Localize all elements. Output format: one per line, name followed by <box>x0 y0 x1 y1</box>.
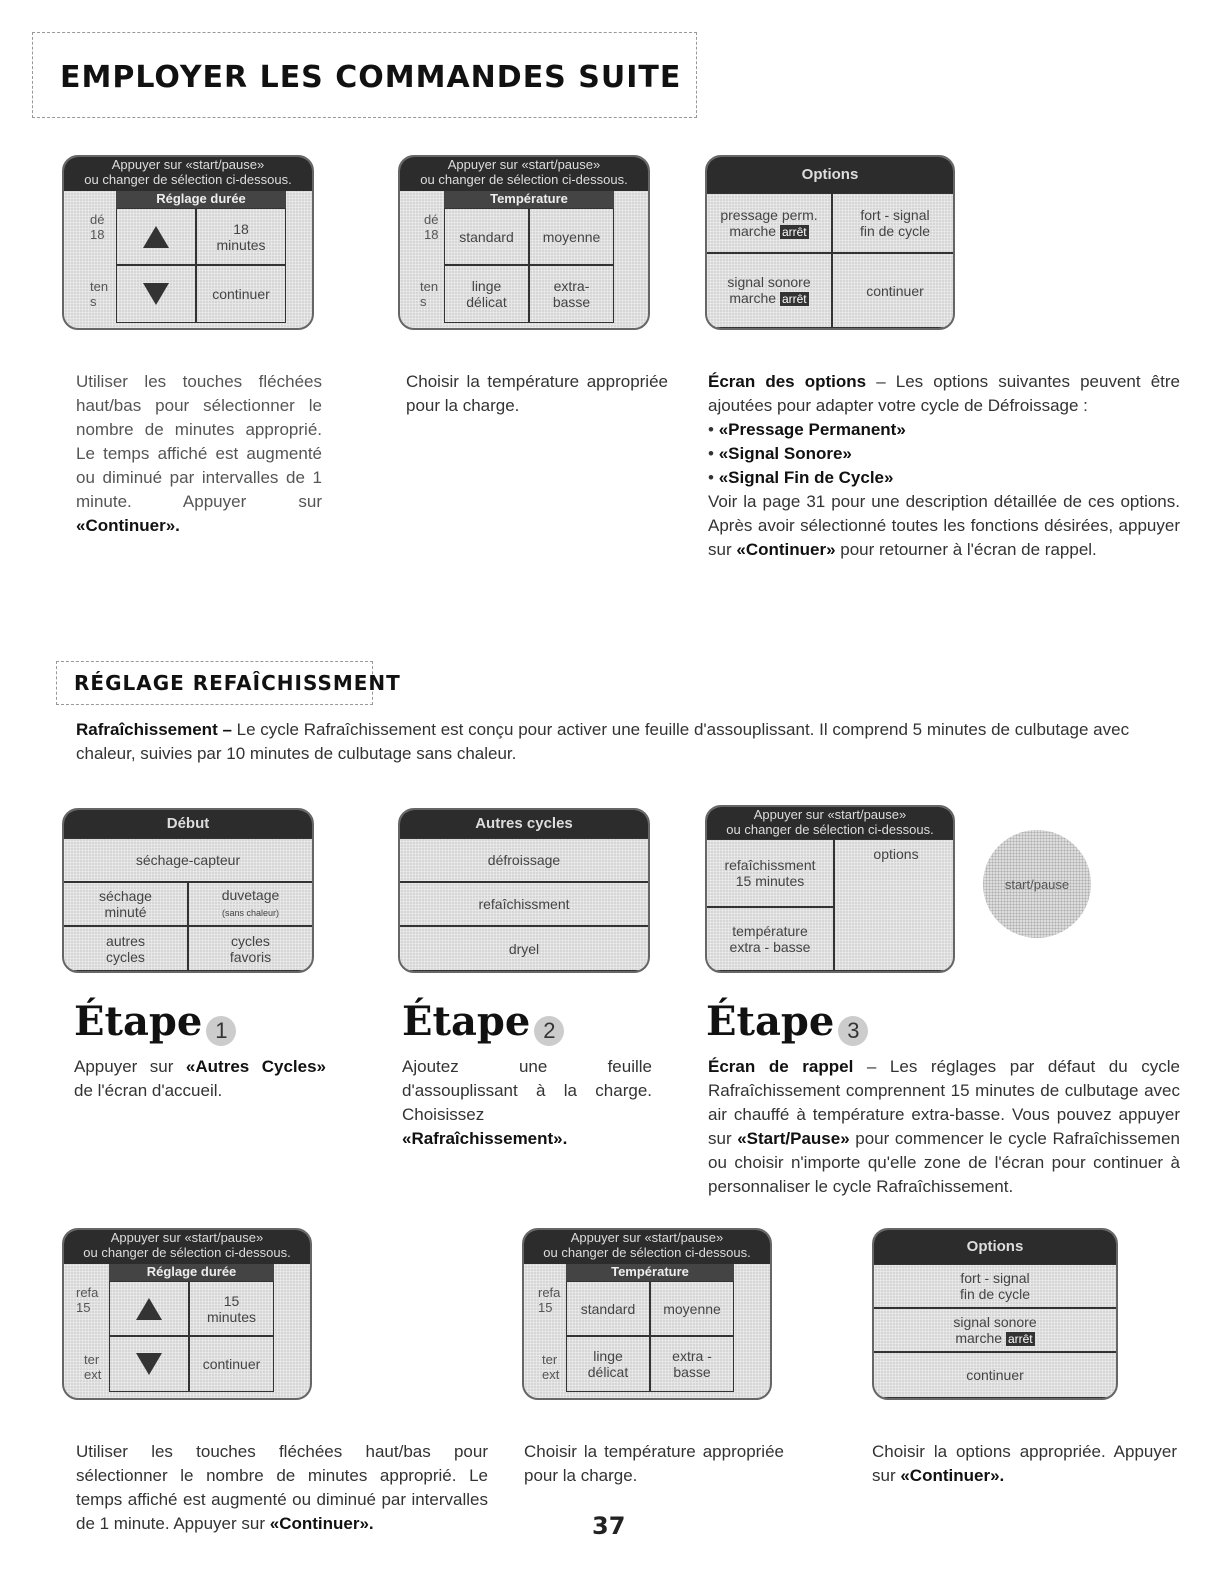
instruction-line-2: ou changer de sélection ci-dessous. <box>543 1245 751 1260</box>
temp-delicate-button[interactable]: linge délicat <box>444 265 529 323</box>
options-bullet: • «Signal Sonore» <box>708 444 852 463</box>
screen-subtitle: Réglage durée <box>109 1264 274 1281</box>
background-text: ten s <box>90 279 109 309</box>
continue-button[interactable]: continuer <box>874 1352 1116 1398</box>
screen-instruction <box>64 157 312 191</box>
step-3-text: Écran de rappel – Les réglages par défaut du cycle Rafraîchissement comprennent 15 minutes de culbutage avec air chauffé à température extra-basse. Vous pouvez appuyer sur «Start/Pause» pour commencer le cycle Rafraîchissemen ou choisir n'importe qu'elle zone de l'écran pour continuer à personnaliser le cycle Rafraîchissement. <box>708 1057 1180 1196</box>
temp-standard-button[interactable]: standard <box>566 1281 650 1336</box>
background-text: ter ext <box>84 1352 102 1382</box>
screen-duration-settings <box>62 1228 312 1400</box>
options-bullet: • «Pressage Permanent» <box>708 420 906 439</box>
screen-recall <box>705 805 955 973</box>
air-fluff-button[interactable]: duvetage (sans chaleur) <box>188 882 312 926</box>
refresh-cycle-button[interactable]: refaîchissment <box>400 882 648 926</box>
instruction-line-1: Appuyer sur «start/pause» <box>111 157 265 172</box>
continue-button[interactable]: continuer <box>832 253 955 328</box>
other-cycles-button[interactable]: autres cycles <box>64 926 188 971</box>
step-2-text: Ajoutez une feuille d'assouplissant à la charge. Choisissez «Rafraîchissement». <box>402 1057 652 1148</box>
page-number: 37 <box>592 1512 626 1540</box>
background-text: dé 18 <box>424 212 439 242</box>
sensor-dry-button[interactable]: séchage-capteur <box>64 838 312 882</box>
dryel-cycle-button[interactable]: dryel <box>400 926 648 971</box>
arrow-up-icon <box>143 226 169 248</box>
screen-start <box>62 808 314 973</box>
text-duration-instructions: Utiliser les touches fléchées haut/bas pour sélectionner le nombre de minutes approprié. Le temps affiché est augmenté ou diminué par intervalles de 1 minute. Appuyer sur «Continuer». <box>76 1442 488 1533</box>
step-2-heading: Étape 2 <box>402 998 564 1046</box>
options-button[interactable]: options <box>834 839 955 971</box>
minutes-display: 18 minutes <box>196 208 286 265</box>
instruction-line-1: Appuyer sur «start/pause» <box>110 1230 264 1245</box>
screen-temperature <box>398 155 650 330</box>
background-text: ter ext <box>542 1352 560 1382</box>
step-number-badge: 3 <box>838 1016 868 1046</box>
arrow-down-button[interactable] <box>109 1336 189 1392</box>
screen-options <box>872 1228 1118 1400</box>
wrinkle-cycle-button[interactable]: défroissage <box>400 838 648 882</box>
background-text: dé 18 <box>90 212 105 242</box>
instruction-line-2: ou changer de sélection ci-dessous. <box>420 172 628 187</box>
timed-dry-button[interactable]: séchage minuté <box>64 882 188 926</box>
screen-subtitle: Réglage durée <box>116 191 286 208</box>
temp-extra-low-button[interactable]: extra - basse <box>650 1336 734 1392</box>
screen-instruction <box>707 807 953 839</box>
options-bullet: • «Signal Fin de Cycle» <box>708 468 894 487</box>
screen-subtitle: Température <box>444 191 614 208</box>
background-text: refa 15 <box>76 1285 99 1315</box>
start-pause-label: start/pause <box>1004 876 1070 892</box>
arrow-down-icon <box>136 1353 162 1375</box>
step-1-text: Appuyer sur «Autres Cycles» de l'écran d'accueil. <box>74 1057 326 1100</box>
refresh-intro: Rafraîchissement – Le cycle Rafraîchissement est conçu pour activer une feuille d'assouplissant. Il comprend 5 minutes de culbutage avec chaleur, suivies par 10 minutes de culbutage sans chaleur. <box>76 720 1130 763</box>
screen-subtitle: Température <box>566 1264 734 1281</box>
instruction-line-1: Appuyer sur «start/pause» <box>570 1230 724 1245</box>
start-pause-button[interactable] <box>983 830 1091 938</box>
instruction-line-2: ou changer de sélection ci-dessous. <box>84 172 292 187</box>
arrow-down-button[interactable] <box>116 265 196 323</box>
text-temperature-instructions: Choisir la température appropriée pour la charge. <box>524 1442 784 1485</box>
background-text: refa 15 <box>538 1285 561 1315</box>
arrow-down-icon <box>143 283 169 305</box>
temp-medium-button[interactable]: moyenne <box>529 208 614 265</box>
instruction-line-1: Appuyer sur «start/pause» <box>447 157 601 172</box>
option-end-signal[interactable]: fort - signal fin de cycle <box>874 1264 1116 1308</box>
temp-medium-button[interactable]: moyenne <box>650 1281 734 1336</box>
continue-button[interactable]: continuer <box>196 265 286 323</box>
screen-instruction <box>400 157 648 191</box>
minutes-display: 15 minutes <box>189 1281 274 1336</box>
text-options-screen: Écran des options – Les options suivantes peuvent être ajoutées pour adapter votre cycle de Défroissage : • «Pressage Permanent» • «Signal Sonore» • «Signal Fin de Cycle» Voir la page 31 pour une description détaillée de ces options. Après avoir sélectionné toutes les fonctions désirées, appuyer sur «Continuer» pour retourner à l'écran de rappel. <box>708 372 1180 559</box>
screen-title: Options <box>707 157 953 193</box>
screen-options <box>705 155 955 330</box>
step-number-badge: 1 <box>206 1016 236 1046</box>
screen-instruction <box>524 1230 770 1264</box>
screen-instruction <box>64 1230 310 1264</box>
temp-extra-low-button[interactable]: extra- basse <box>529 265 614 323</box>
instruction-line-1: Appuyer sur «start/pause» <box>753 807 907 822</box>
section-title: RÉGLAGE REFAÎCHISSMENT <box>74 671 401 695</box>
step-number-badge: 2 <box>534 1016 564 1046</box>
option-permanent-press[interactable]: pressage perm. marche arrêt <box>707 193 832 253</box>
temperature-button[interactable]: température extra - basse <box>707 907 834 971</box>
continue-button[interactable]: continuer <box>189 1336 274 1392</box>
option-end-signal[interactable]: fort - signal fin de cycle <box>832 193 955 253</box>
text-duration-instructions: Utiliser les touches fléchées haut/bas pour sélectionner le nombre de minutes approprié. Le temps affiché est augmenté ou diminué par intervalles de 1 minute. Appuyer sur «Continuer». <box>76 372 322 535</box>
arrow-up-button[interactable] <box>109 1281 189 1336</box>
background-text: ten s <box>420 279 439 309</box>
favorite-cycles-button[interactable]: cycles favoris <box>188 926 312 971</box>
step-1-heading: Étape 1 <box>74 998 236 1046</box>
instruction-line-2: ou changer de sélection ci-dessous. <box>83 1245 291 1260</box>
temp-delicate-button[interactable]: linge délicat <box>566 1336 650 1392</box>
screen-title: Options <box>874 1230 1116 1264</box>
temp-standard-button[interactable]: standard <box>444 208 529 265</box>
text-temperature-instructions: Choisir la température appropriée pour la charge. <box>406 372 668 415</box>
screen-title: Début <box>64 810 312 838</box>
text-options-instructions: Choisir la options appropriée. Appuyer sur «Continuer». <box>872 1442 1177 1485</box>
arrow-up-button[interactable] <box>116 208 196 265</box>
screen-duration-settings <box>62 155 314 330</box>
option-sound-signal[interactable]: signal sonore marche arrêt <box>707 253 832 328</box>
option-sound-signal[interactable]: signal sonore marche arrêt <box>874 1308 1116 1352</box>
section-title: EMPLOYER LES COMMANDES SUITE <box>60 60 682 95</box>
step-3-heading: Étape 3 <box>706 998 868 1046</box>
instruction-line-2: ou changer de sélection ci-dessous. <box>726 822 934 837</box>
screen-other-cycles <box>398 808 650 973</box>
screen-title: Autres cycles <box>400 810 648 838</box>
refresh-minutes-button[interactable]: refaîchissment 15 minutes <box>707 839 834 907</box>
arrow-up-icon <box>136 1298 162 1320</box>
screen-temperature <box>522 1228 772 1400</box>
